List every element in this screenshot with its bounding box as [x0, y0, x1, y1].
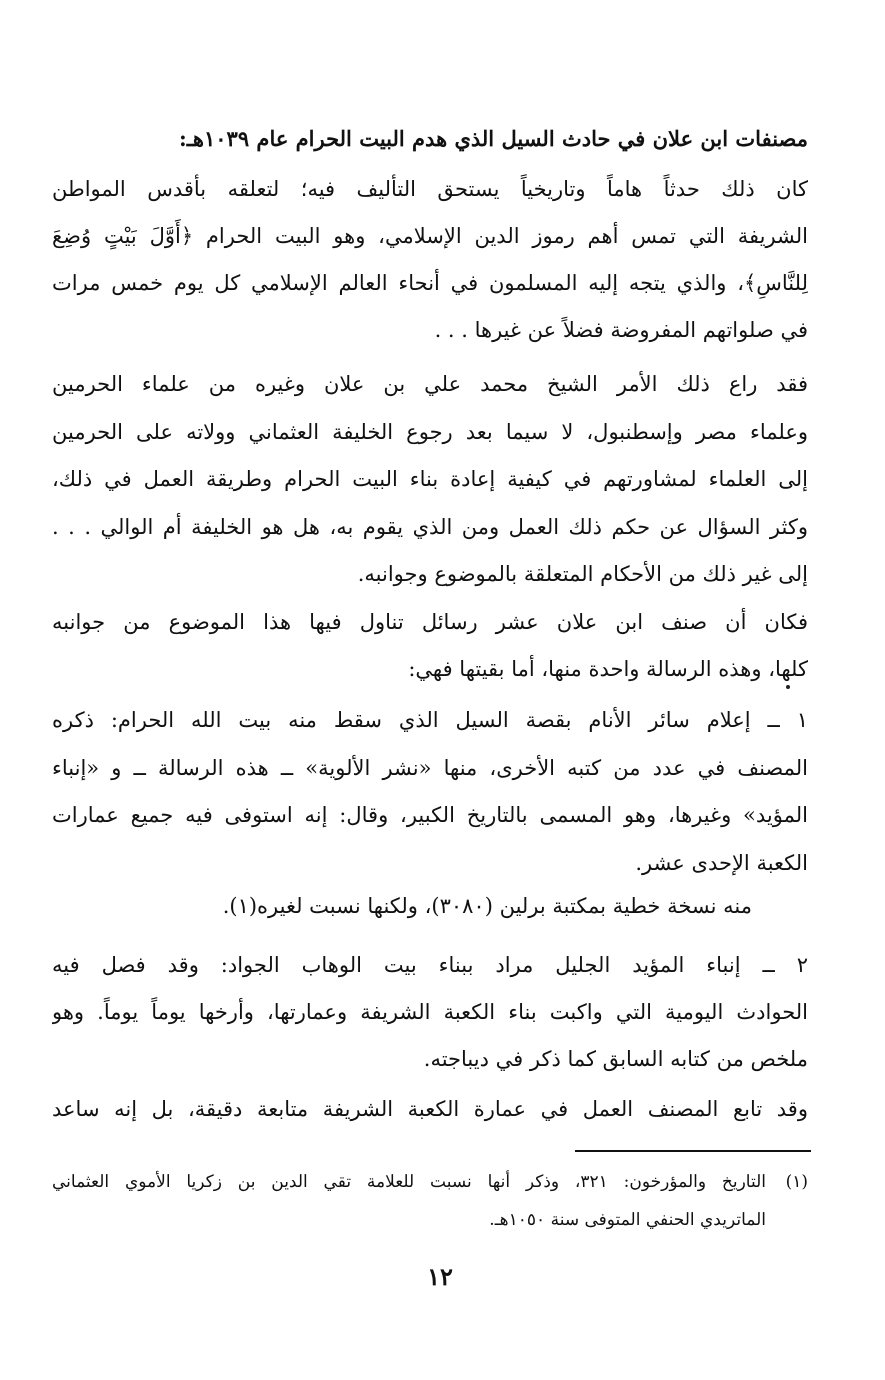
text-line: وعلماء مصر وإسطنبول، لا سيما بعد رجوع الخليفة العثماني وولاته على الحرمين — [52, 419, 808, 444]
text-line: ١ ــ إعلام سائر الأنام بقصة السيل الذي سقط منه بيت الله الحرام: ذكره — [52, 708, 808, 732]
text-line: الكعبة الإحدى عشر. — [635, 850, 808, 875]
list-item-1 — [52, 697, 808, 887]
text-line: فقد راع ذلك الأمر الشيخ محمد علي بن علان وغيره من علماء الحرمين — [52, 372, 808, 396]
text-line: كلها، وهذه الرسالة واحدة منها، أما بقيتها فهي: — [408, 657, 808, 681]
text-line: منه نسخة خطية بمكتبة برلين (٣٠٨٠)، ولكنها نسبت لغيره(١). — [222, 894, 752, 918]
footnote-number: (١) — [785, 1172, 808, 1192]
paragraph-1 — [52, 166, 808, 354]
text-line: المؤيد» وغيرها، وهو المسمى بالتاريخ الكبير، وقال: إنه استوفى فيه جميع عمارات — [52, 803, 808, 827]
text-line: إلى غير ذلك من الأحكام المتعلقة بالموضوع وجوانبه. — [357, 562, 808, 586]
text-line: وقد تابع المصنف العمل في عمارة الكعبة الشريفة متابعة دقيقة، بل إنه ساعد — [52, 1097, 808, 1121]
footnote-line: التاريخ والمؤرخون: ٣٢١، وذكر أنها نسبت للعلامة تقي الدين بن زكريا الأموي العثماني — [52, 1172, 766, 1192]
text-line: الشريفة التي تمس أهم رموز الدين الإسلامي، وهو البيت الحرام ﴿أَوَّلَ بَيْتٍ وُضِعَ — [52, 224, 808, 248]
text-line: المصنف في عدد من كتبه الأخرى، منها «نشر الألوية» ــ هذه الرسالة ــ و «إنباء — [52, 755, 808, 780]
manuscript-note — [52, 886, 808, 926]
text-line: ملخص من كتابه السابق كما ذكر في ديباجته. — [423, 1047, 808, 1071]
footnote-text — [52, 1163, 766, 1239]
text-line: في صلواتهم المفروضة فضلاً عن غيرها . . . — [434, 318, 808, 342]
page-number: ١٢ — [427, 1262, 453, 1291]
text-line: وكثر السؤال عن حكم ذلك العمل ومن الذي يقوم به، هل هو الخليفة أم الوالي . . . — [52, 514, 808, 539]
paragraph-7 — [52, 1089, 808, 1129]
list-item-2 — [52, 942, 808, 1083]
text-line: الحوادث اليومية التي واكبت بناء الكعبة الشريفة وعمارتها، وأرخها يوماً يوماً. وهو — [52, 1000, 808, 1024]
stray-dot — [786, 685, 790, 689]
paragraph-3 — [52, 599, 808, 693]
footnote-separator — [575, 1150, 811, 1152]
section-heading: مصنفات ابن علان في حادث السيل الذي هدم البيت الحرام عام ١٠٣٩هـ: — [179, 126, 808, 151]
text-line: لِلنَّاسِ﴾، والذي يتجه إليه المسلمون في أنحاء العالم الإسلامي كل يوم خمس مرات — [52, 271, 808, 295]
paragraph-2 — [52, 361, 808, 599]
text-line: فكان أن صنف ابن علان عشر رسائل تناول فيها هذا الموضوع من جوانبه — [52, 610, 808, 634]
text-line: ٢ ــ إنباء المؤيد الجليل مراد ببناء بيت الوهاب الجواد: وقد فصل فيه — [52, 953, 808, 977]
text-line: إلى العلماء لمشاورتهم في كيفية إعادة بناء البيت الحرام وطريقة العمل في ذلك، — [52, 467, 808, 491]
text-line: كان ذلك حدثاً هاماً وتاريخياً يستحق التأليف فيه؛ لتعلقه بأقدس المواطن — [52, 177, 808, 201]
footnote-line: الماتريدي الحنفي المتوفى سنة ١٠٥٠هـ. — [489, 1210, 766, 1230]
